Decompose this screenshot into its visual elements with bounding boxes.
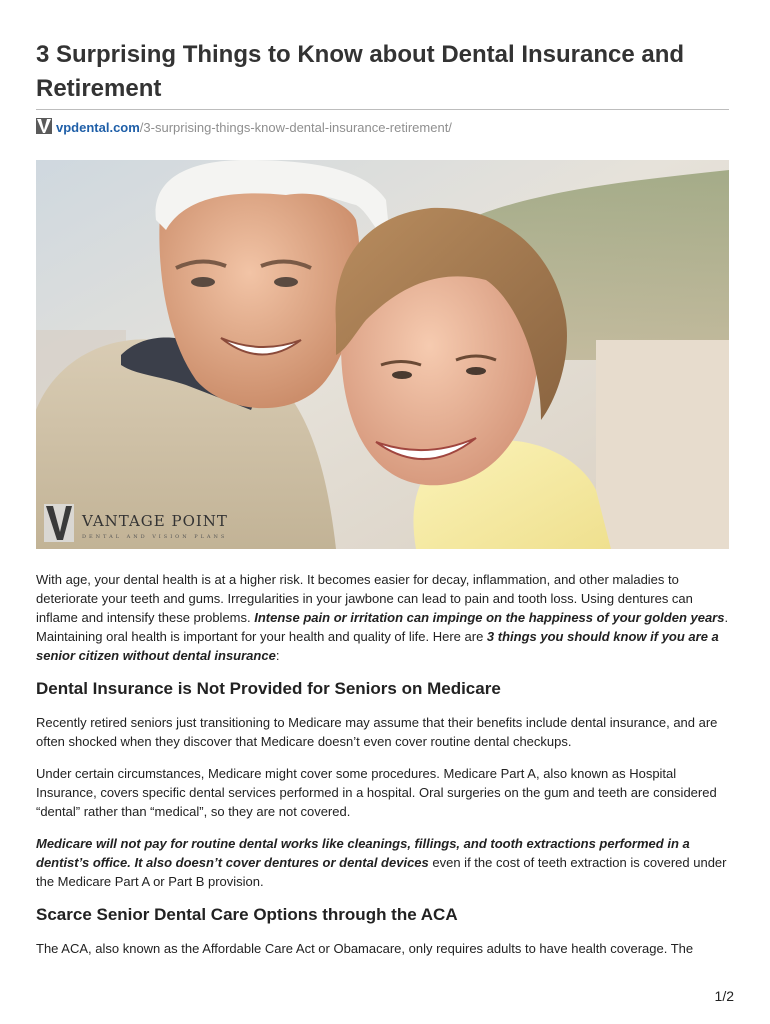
article-body [36, 570, 729, 971]
source-url[interactable] [36, 118, 452, 138]
intro-text-3: : [275, 648, 280, 663]
intro-text-2: . Maintaining oral health is important for your health and quality of life. Here are [36, 610, 729, 644]
section1-paragraph-1: Recently retired seniors just transitioning to Medicare may assume that their benefits include dental insurance, and are often shocked when they discover that Medicare doesn’t even cover routine dental checkups. [36, 715, 718, 749]
source-path[interactable]: /3-surprising-things-know-dental-insurance-retirement/ [139, 120, 452, 135]
title-divider [36, 109, 729, 110]
section1-paragraph-3-rest: even if the cost of teeth extraction is covered under the Medicare Part A or Part B provision. [36, 855, 727, 889]
section2-paragraph-1: The ACA, also known as the Affordable Care Act or Obamacare, only requires adults to have health coverage. The [36, 941, 694, 956]
source-domain[interactable]: vpdental.com [56, 120, 140, 135]
intro-text-1: With age, your dental health is at a higher risk. It becomes easier for decay, inflammation, and other maladies to deteriorate your teeth and gums. Irregularities in your jawbone can lead to pain and tooth loss. Using dentures can inflame and intensify these problems. [36, 572, 693, 625]
intro-paragraph [36, 570, 729, 665]
section1-heading: Dental Insurance is Not Provided for Seniors on Medicare [36, 679, 501, 698]
article-title: 3 Surprising Things to Know about Dental Insurance and Retirement [36, 41, 685, 102]
vpdental-logo-icon [36, 118, 52, 134]
section1-emphasis: Medicare will not pay for routine dental works like cleanings, fillings, and tooth extractions performed in a dentist’s office. It also doesn’t cover dentures or dental devices [36, 836, 690, 870]
brand-name: VANTAGE POINT [82, 512, 228, 530]
section1-paragraph-2: Under certain circumstances, Medicare might cover some procedures. Medicare Part A, also known as Hospital Insurance, covers specific dental services performed in a hospital. Oral surgeries on the gum and teeth are considered “dental” rather than “medical”, so they are not covered. [36, 766, 717, 819]
page-number: 1/2 [714, 988, 734, 1004]
section1-paragraph-3 [36, 834, 729, 891]
intro-emphasis-1: Intense pain or irritation can impinge on the happiness of your golden years [254, 610, 725, 625]
brand-tagline: DENTAL AND VISION PLANS [82, 534, 228, 540]
hero-image [36, 160, 729, 549]
intro-emphasis-2: 3 things you should know if you are a senior citizen without dental insurance [36, 629, 719, 663]
section2-heading: Scarce Senior Dental Care Options through the ACA [36, 905, 458, 924]
